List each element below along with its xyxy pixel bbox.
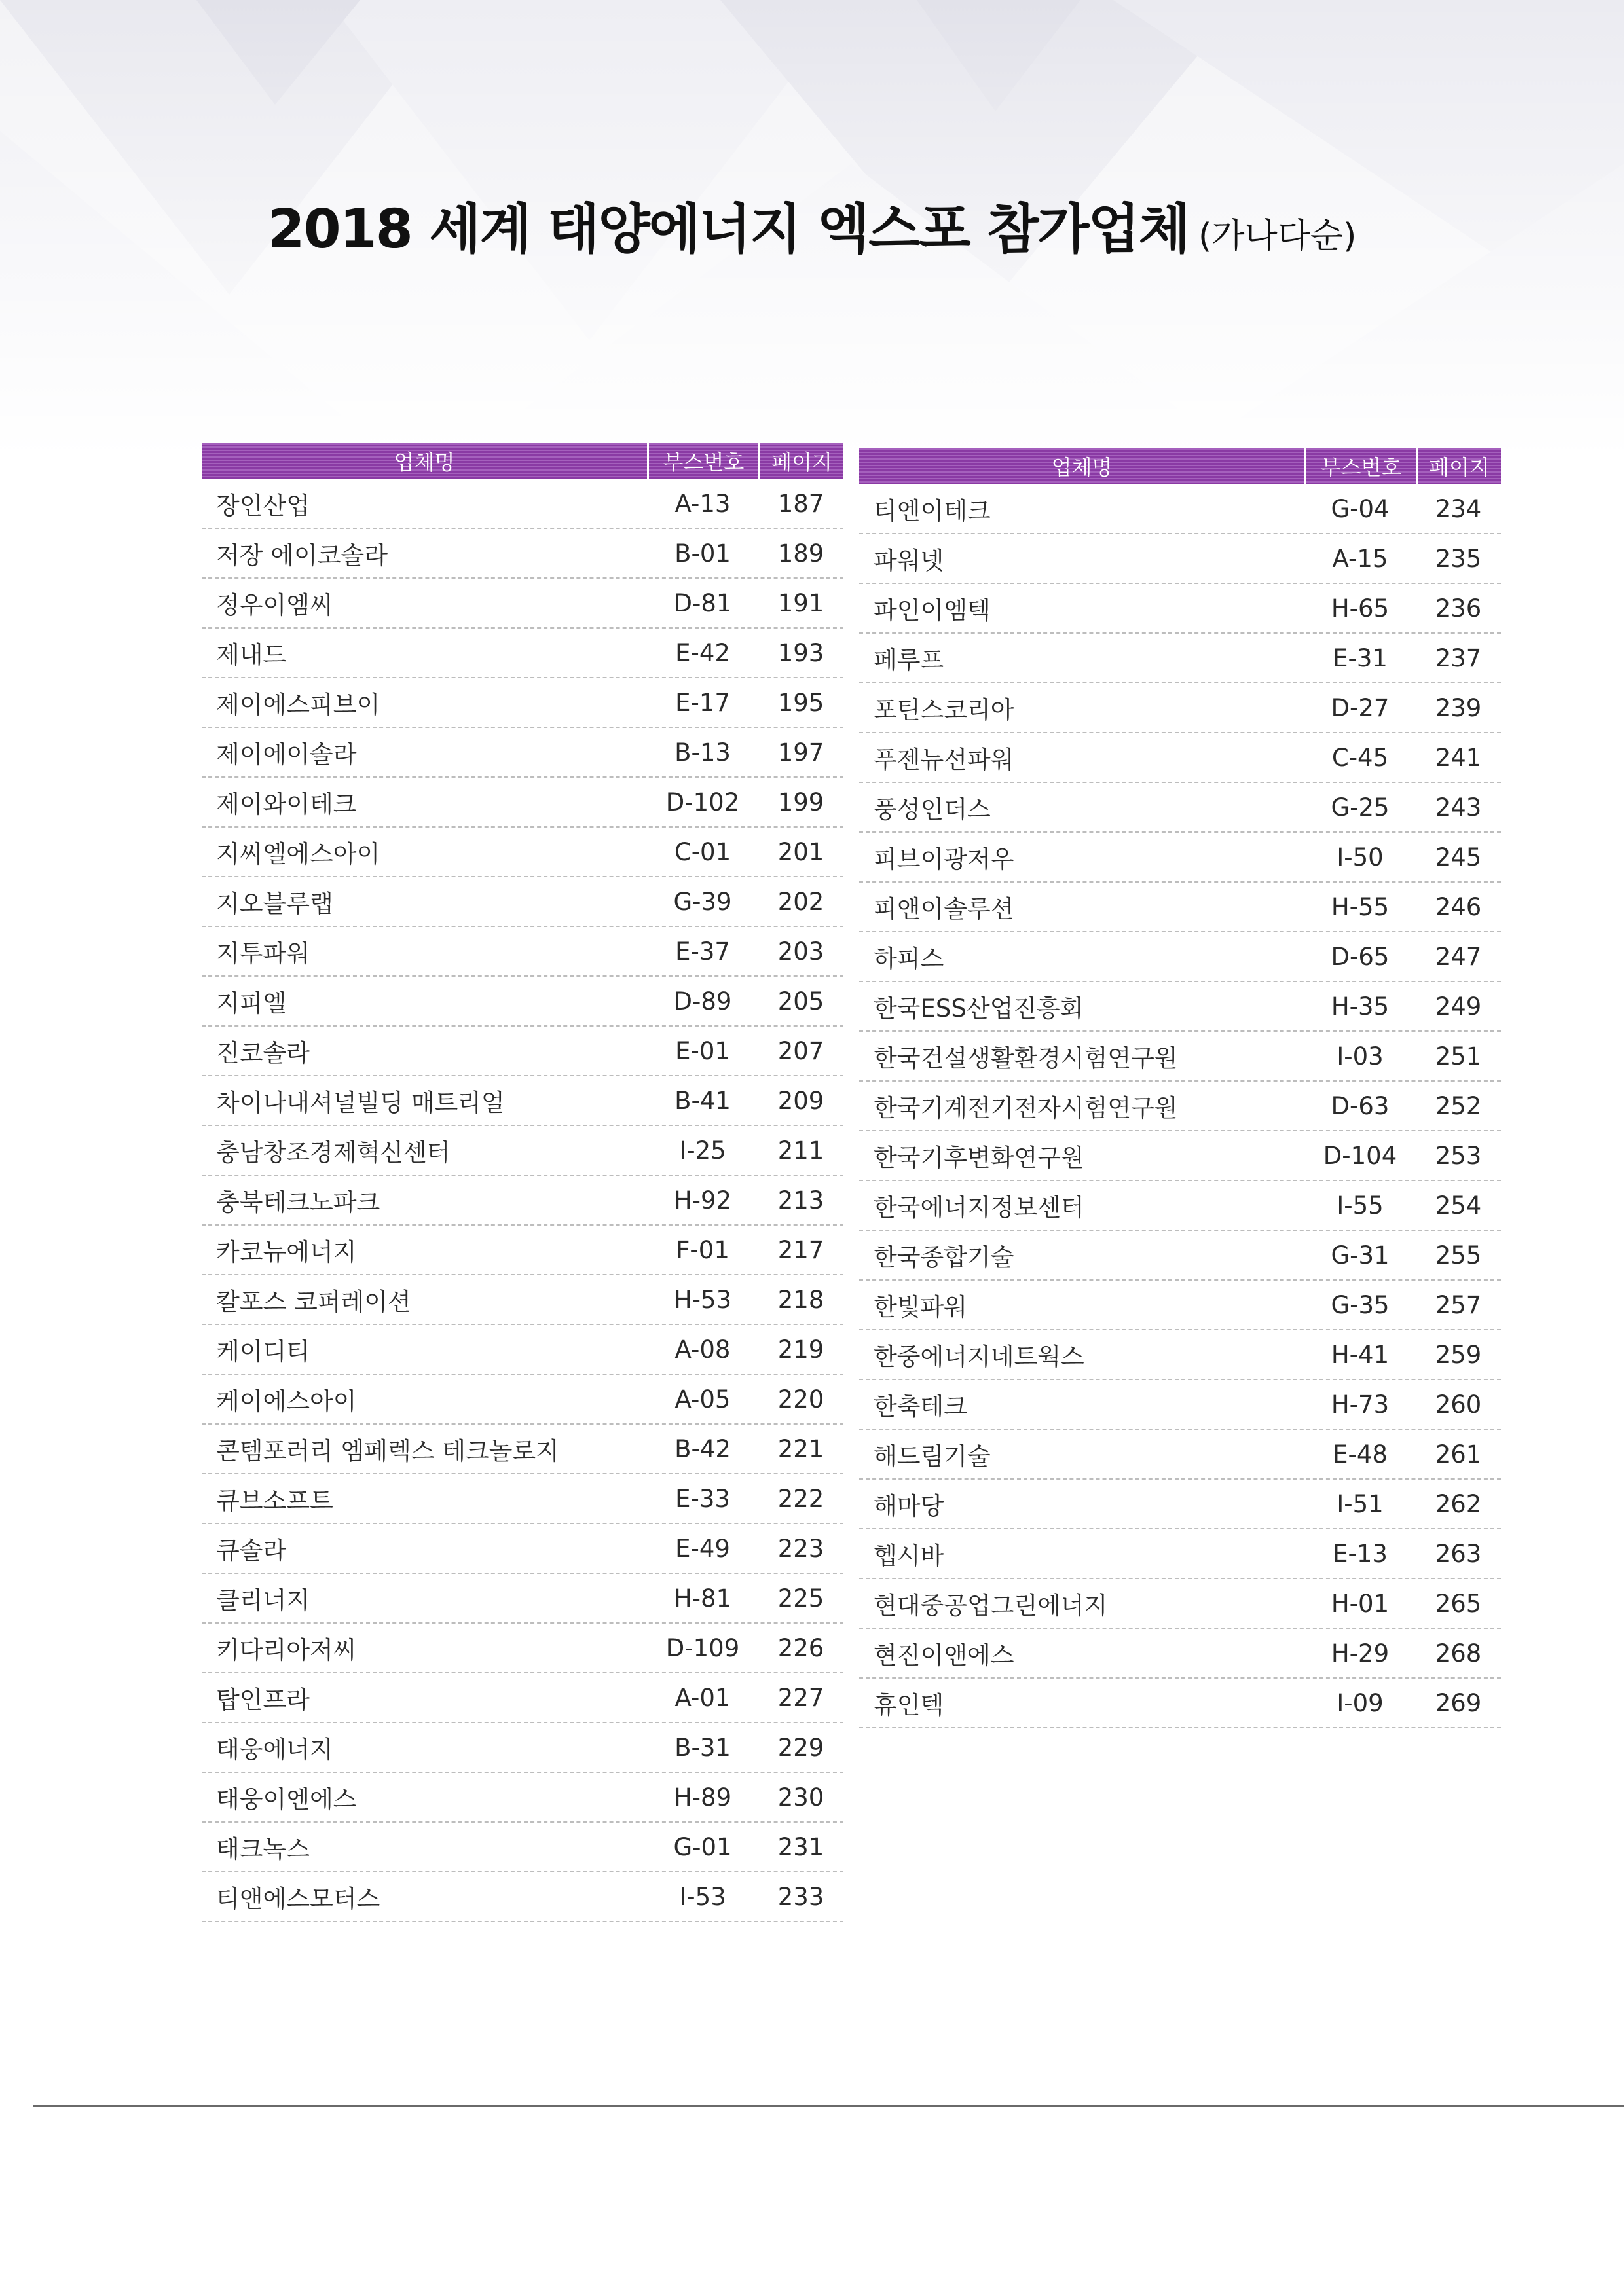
page-number: 209 [777, 1086, 824, 1115]
company-name: 지피엘 [216, 989, 287, 1017]
header-page: 페이지 [1416, 448, 1501, 484]
company-name: 한국기후변화연구원 [874, 1144, 1084, 1172]
table-row [202, 828, 843, 877]
page-number: 252 [1435, 1091, 1482, 1120]
bottom-rule [33, 2105, 1624, 2107]
title-sub: (가나다순) [1198, 217, 1357, 256]
company-name: 한국건설생활환경시험연구원 [874, 1044, 1178, 1072]
table-row [202, 728, 843, 778]
booth-number: H-81 [673, 1584, 732, 1613]
booth-number: I-50 [1337, 843, 1384, 871]
company-name: 해마당 [874, 1492, 944, 1520]
booth-number: A-13 [674, 489, 731, 518]
page-number: 211 [777, 1136, 824, 1165]
company-name: 태웅에너지 [216, 1736, 333, 1764]
page-number: 226 [777, 1633, 824, 1662]
booth-number: I-09 [1337, 1688, 1384, 1717]
page-title [0, 187, 1624, 263]
table-row [859, 1529, 1501, 1579]
booth-number: H-35 [1331, 992, 1390, 1021]
booth-number: D-89 [673, 987, 732, 1015]
table-row [859, 1082, 1501, 1131]
table-row [202, 1624, 843, 1673]
page-number: 261 [1435, 1440, 1482, 1468]
company-name: 케이에스아이 [216, 1387, 357, 1415]
table-row [202, 977, 843, 1027]
company-name: 한국기계전기전자시험연구원 [874, 1094, 1178, 1122]
table-row [202, 1027, 843, 1076]
page-number: 230 [777, 1783, 824, 1812]
booth-number: I-25 [679, 1136, 726, 1165]
table-row [859, 932, 1501, 982]
booth-number: G-25 [1331, 793, 1390, 822]
company-name: 한국에너지정보센터 [874, 1194, 1084, 1222]
page-number: 243 [1435, 793, 1482, 822]
booth-number: B-41 [674, 1086, 731, 1115]
page-number: 187 [777, 489, 824, 518]
booth-number: E-48 [1333, 1440, 1388, 1468]
page-number: 263 [1435, 1539, 1482, 1568]
page-number: 202 [777, 887, 824, 916]
table-row [202, 1524, 843, 1574]
table-row [202, 1325, 843, 1375]
table-row [202, 927, 843, 977]
table-row [859, 584, 1501, 634]
page-number: 262 [1435, 1489, 1482, 1518]
company-name: 지투파워 [216, 939, 310, 968]
exhibitor-table-left [202, 443, 843, 1922]
table-row [859, 783, 1501, 833]
page-number: 265 [1435, 1589, 1482, 1618]
booth-number: A-01 [674, 1683, 731, 1712]
company-name: 콘템포러리 엠페렉스 테크놀로지 [216, 1437, 559, 1465]
booth-number: D-81 [673, 589, 732, 617]
table-row [202, 1126, 843, 1176]
booth-number: E-01 [675, 1036, 730, 1065]
company-name: 케이디티 [216, 1338, 310, 1366]
table-row [859, 534, 1501, 584]
table-row [859, 1181, 1501, 1231]
company-name: 태웅이엔에스 [216, 1785, 357, 1813]
company-name: 큐솔라 [216, 1537, 287, 1565]
company-name: 진코솔라 [216, 1039, 310, 1067]
table-row [202, 877, 843, 927]
booth-number: B-42 [674, 1434, 731, 1463]
company-name: 장인산업 [216, 492, 310, 520]
company-name: 한축테크 [874, 1393, 967, 1421]
booth-number: D-102 [665, 788, 740, 816]
table-row [859, 1430, 1501, 1480]
table-row [202, 1872, 843, 1922]
booth-number: G-31 [1331, 1241, 1390, 1269]
booth-number: A-05 [674, 1385, 731, 1413]
booth-number: D-63 [1331, 1091, 1390, 1120]
booth-number: E-31 [1333, 644, 1388, 672]
page-number: 223 [777, 1534, 824, 1563]
header-page: 페이지 [758, 443, 843, 479]
table-row [859, 683, 1501, 733]
company-name: 충북테크노파크 [216, 1188, 380, 1216]
table-row [202, 1275, 843, 1325]
header-name: 업체명 [859, 448, 1304, 484]
table-row [202, 1773, 843, 1823]
booth-number: H-01 [1331, 1589, 1390, 1618]
page-number: 246 [1435, 892, 1482, 921]
booth-number: I-53 [679, 1882, 726, 1911]
booth-number: D-27 [1331, 693, 1390, 722]
booth-number: E-33 [675, 1484, 730, 1513]
page-number: 249 [1435, 992, 1482, 1021]
table-row [202, 1673, 843, 1723]
table-row [859, 484, 1501, 534]
page-number: 189 [777, 539, 824, 568]
company-name: 헵시바 [874, 1542, 944, 1570]
booth-number: D-109 [665, 1633, 740, 1662]
company-name: 한국ESS산업진흥회 [874, 994, 1084, 1023]
company-name: 해드림기술 [874, 1442, 991, 1470]
page-number: 237 [1435, 644, 1482, 672]
page-number: 219 [777, 1335, 824, 1364]
table-row [202, 1176, 843, 1226]
booth-number: H-53 [673, 1285, 732, 1314]
company-name: 탑인프라 [216, 1686, 310, 1714]
header-name: 업체명 [202, 443, 647, 479]
booth-number: E-49 [675, 1534, 730, 1563]
booth-number: H-55 [1331, 892, 1390, 921]
table-row [202, 1723, 843, 1773]
booth-number: F-01 [676, 1235, 729, 1264]
booth-number: G-39 [673, 887, 732, 916]
page-number: 227 [777, 1683, 824, 1712]
page-number: 260 [1435, 1390, 1482, 1419]
page-number: 222 [777, 1484, 824, 1513]
table-row [859, 1629, 1501, 1679]
page-number: 245 [1435, 843, 1482, 871]
page-number: 221 [777, 1434, 824, 1463]
booth-number: C-45 [1331, 743, 1389, 772]
page-number: 229 [777, 1733, 824, 1762]
table-row [202, 529, 843, 579]
company-name: 칼포스 코퍼레이션 [216, 1288, 411, 1316]
company-name: 제이에이솔라 [216, 740, 357, 769]
page-number: 233 [777, 1882, 824, 1911]
booth-number: A-08 [674, 1335, 731, 1364]
company-name: 저장 에이코솔라 [216, 541, 388, 570]
booth-number: H-89 [673, 1783, 732, 1812]
company-name: 제이에스피브이 [216, 691, 380, 719]
table-row [202, 778, 843, 828]
table-row [859, 1281, 1501, 1330]
booth-number: I-51 [1337, 1489, 1384, 1518]
company-name: 피브이광저우 [874, 845, 1014, 873]
table-row [859, 1330, 1501, 1380]
table-row [859, 634, 1501, 683]
company-name: 티앤에스모터스 [216, 1885, 380, 1913]
page-number: 239 [1435, 693, 1482, 722]
booth-number: B-31 [674, 1733, 731, 1762]
company-name: 한중에너지네트웍스 [874, 1343, 1084, 1371]
table-row [202, 1226, 843, 1275]
table-row [859, 982, 1501, 1032]
page-number: 234 [1435, 494, 1482, 523]
table-row [859, 1480, 1501, 1529]
company-name: 휴인텍 [874, 1691, 944, 1719]
table-row [202, 678, 843, 728]
page-number: 241 [1435, 743, 1482, 772]
table-row [859, 1380, 1501, 1430]
company-name: 지씨엘에스아이 [216, 840, 380, 868]
table-row [859, 1032, 1501, 1082]
booth-number: E-17 [675, 688, 730, 717]
header-booth: 부스번호 [1304, 448, 1416, 484]
company-name: 충남창조경제혁신센터 [216, 1139, 451, 1167]
table-row [202, 1076, 843, 1126]
page-number: 199 [777, 788, 824, 816]
table-row [202, 579, 843, 629]
table-row [859, 1579, 1501, 1629]
table-row [859, 833, 1501, 883]
booth-number: H-29 [1331, 1639, 1390, 1667]
table-row [202, 1474, 843, 1524]
page-number: 255 [1435, 1241, 1482, 1269]
company-name: 제내드 [216, 641, 287, 669]
company-name: 차이나내셔널빌딩 매트리얼 [216, 1089, 505, 1117]
company-name: 현대중공업그린에너지 [874, 1592, 1108, 1620]
page-number: 269 [1435, 1688, 1482, 1717]
company-name: 풍성인더스 [874, 795, 991, 824]
page-number: 197 [777, 738, 824, 767]
company-name: 피앤이솔루션 [874, 895, 1014, 923]
company-name: 포틴스코리아 [874, 696, 1014, 724]
company-name: 태크녹스 [216, 1835, 310, 1863]
page-number: 191 [777, 589, 824, 617]
company-name: 클리너지 [216, 1586, 310, 1614]
booth-number: H-92 [673, 1186, 732, 1214]
page-number: 220 [777, 1385, 824, 1413]
company-name: 큐브소프트 [216, 1487, 333, 1515]
table-row [859, 1679, 1501, 1728]
page-number: 257 [1435, 1290, 1482, 1319]
page-number: 231 [777, 1832, 824, 1861]
page-number: 254 [1435, 1191, 1482, 1220]
page-number: 201 [777, 837, 824, 866]
table-row [202, 479, 843, 529]
booth-number: I-03 [1337, 1042, 1384, 1070]
page-number: 268 [1435, 1639, 1482, 1667]
exhibitor-table-right [859, 448, 1501, 1757]
booth-number: B-13 [674, 738, 731, 767]
company-name: 한빛파워 [874, 1293, 967, 1321]
company-name: 파워넷 [874, 547, 944, 575]
booth-number: I-55 [1337, 1191, 1384, 1220]
page-number: 225 [777, 1584, 824, 1613]
booth-number: E-37 [675, 937, 730, 966]
company-name: 한국종합기술 [874, 1243, 1014, 1271]
table-row [202, 629, 843, 678]
company-name: 키다리아저씨 [216, 1636, 357, 1664]
page-number: 217 [777, 1235, 824, 1264]
header-booth: 부스번호 [647, 443, 758, 479]
page-number: 205 [777, 987, 824, 1015]
title-main: 2018 세계 태양에너지 엑스포 참가업체 [267, 198, 1189, 261]
booth-number: E-13 [1333, 1539, 1388, 1568]
booth-number: E-42 [675, 638, 730, 667]
booth-number: G-04 [1331, 494, 1390, 523]
booth-number: D-65 [1331, 942, 1390, 971]
company-name: 카코뉴에너지 [216, 1238, 357, 1266]
page-number: 195 [777, 688, 824, 717]
company-name: 파인이엠텍 [874, 596, 991, 625]
company-name: 푸젠뉴선파워 [874, 746, 1014, 774]
table-row [859, 733, 1501, 783]
booth-number: G-35 [1331, 1290, 1390, 1319]
table-row [202, 1375, 843, 1425]
company-name: 티엔이테크 [874, 497, 991, 525]
booth-number: G-01 [673, 1832, 732, 1861]
page-number: 235 [1435, 544, 1482, 573]
page-number: 203 [777, 937, 824, 966]
page-number: 251 [1435, 1042, 1482, 1070]
page-number: 253 [1435, 1141, 1482, 1170]
booth-number: D-104 [1323, 1141, 1397, 1170]
table-row [859, 1131, 1501, 1181]
company-name: 지오블루랩 [216, 890, 333, 918]
company-name: 현진이앤에스 [874, 1641, 1014, 1669]
booth-number: H-41 [1331, 1340, 1390, 1369]
company-name: 제이와이테크 [216, 790, 357, 818]
table-row [202, 1823, 843, 1872]
table-row [202, 1425, 843, 1474]
booth-number: H-65 [1331, 594, 1390, 623]
company-name: 페루프 [874, 646, 944, 674]
booth-number: C-01 [674, 837, 731, 866]
page-number: 218 [777, 1285, 824, 1314]
company-name: 하피스 [874, 945, 944, 973]
table-row [859, 883, 1501, 932]
booth-number: H-73 [1331, 1390, 1390, 1419]
page-number: 247 [1435, 942, 1482, 971]
table-row [202, 1574, 843, 1624]
page-number: 213 [777, 1186, 824, 1214]
booth-number: B-01 [674, 539, 731, 568]
page-number: 207 [777, 1036, 824, 1065]
page-number: 193 [777, 638, 824, 667]
table-row [859, 1231, 1501, 1281]
booth-number: A-15 [1332, 544, 1388, 573]
company-name: 정우이엠씨 [216, 591, 333, 619]
page-number: 236 [1435, 594, 1482, 623]
page-number: 259 [1435, 1340, 1482, 1369]
